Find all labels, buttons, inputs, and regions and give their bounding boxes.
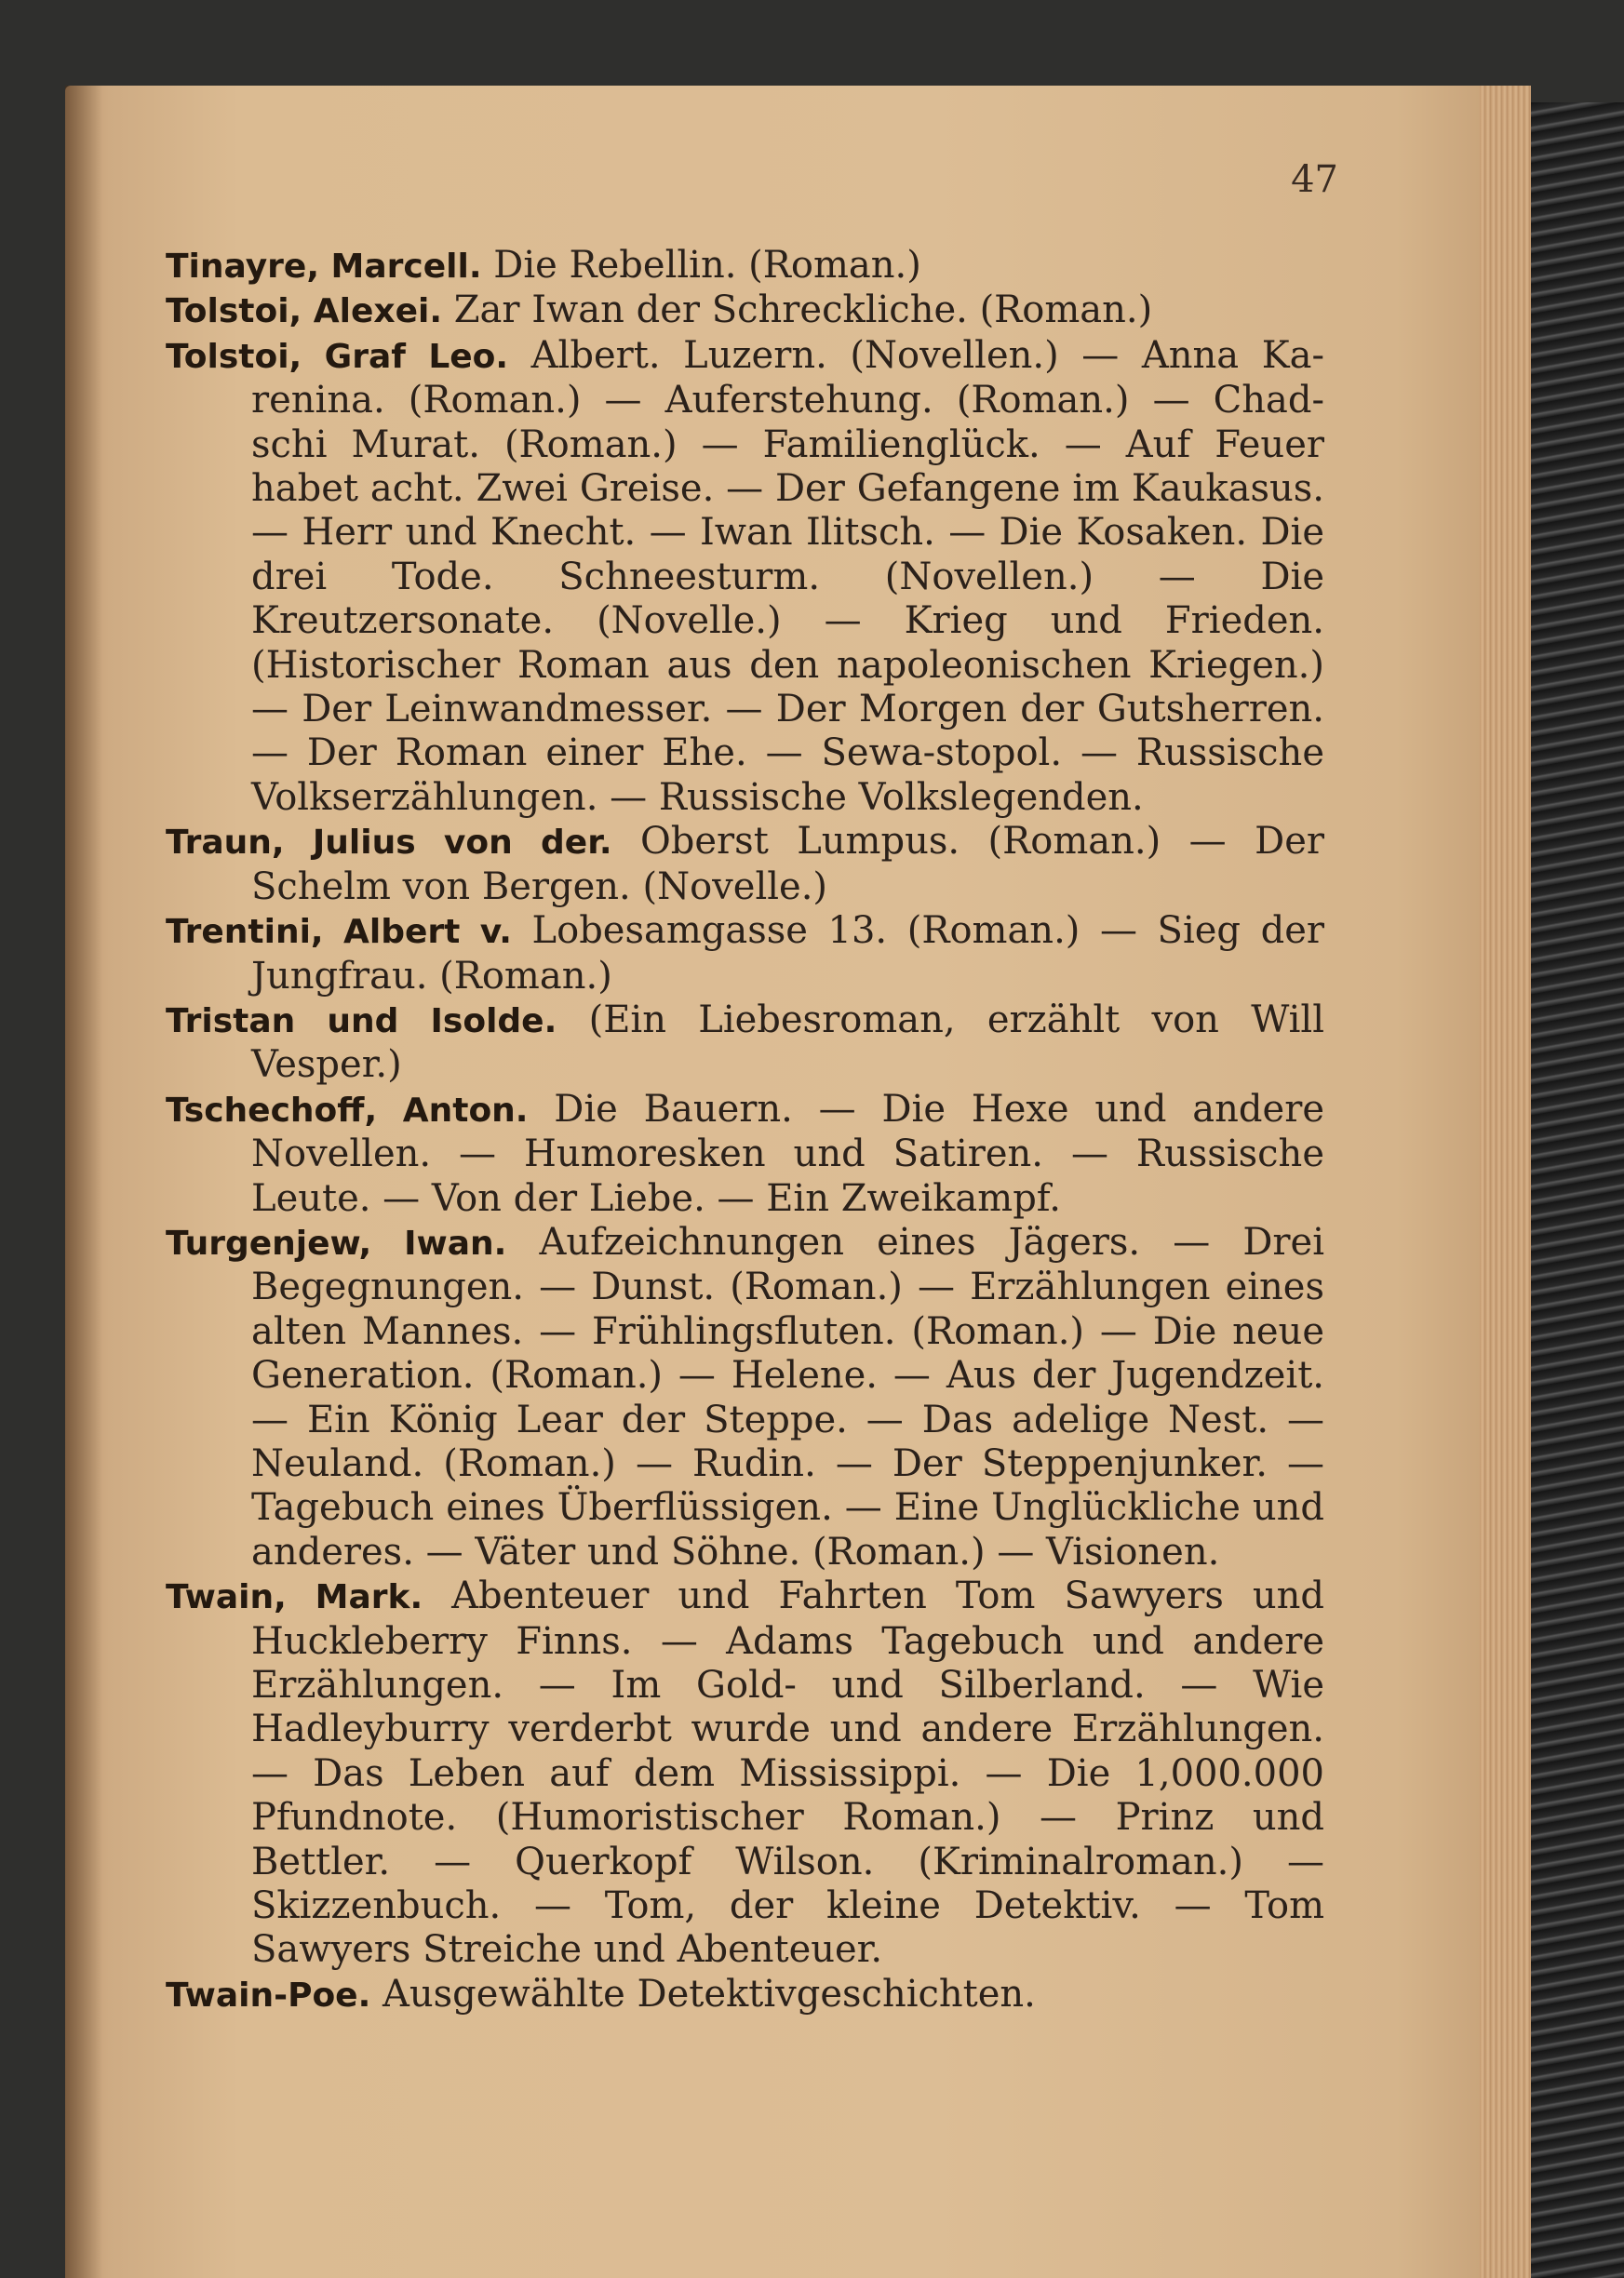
gutter-shadow — [65, 86, 102, 2278]
works-list: Lobesamgasse 13. (Roman.) — Sieg der Jungfrau. (Roman.) — [251, 909, 1325, 998]
catalog-entry — [166, 909, 1324, 998]
works-list: Die Rebellin. (Roman.) — [493, 244, 921, 287]
works-list: Oberst Lumpus. (Roman.) — Der Schelm von Bergen. (Novelle.) — [251, 820, 1324, 908]
works-list: Die Bauern. — Die Hexe und andere Novellen. — Humoresken und Satiren. — Russische Leute. — Von der Liebe. — Ein Zweikampf. — [251, 1087, 1324, 1220]
author-name: Tristan und Isolde. — [166, 1001, 557, 1040]
catalog-entry — [166, 1088, 1324, 1221]
catalog-entry — [166, 288, 1324, 333]
catalog-entry — [166, 998, 1324, 1088]
catalog-entry — [166, 244, 1324, 288]
author-name: Tinayre, Marcell. — [166, 248, 482, 286]
author-name: Tschechoff, Anton. — [166, 1091, 529, 1130]
page-edges — [1480, 86, 1531, 2278]
catalog-entry — [166, 334, 1324, 820]
author-name: Traun, Julius von der. — [166, 824, 612, 863]
works-list: Zar Iwan der Schreckliche. (Roman.) — [453, 288, 1153, 332]
works-list: Abenteuer und Fahrten Tom Sawyers und Huckleberry Finns. — Adams Tagebuch und andere Erzählungen. — Im Gold- und Silberland. — Wie Hadleyburry verderbt wurde und andere Erzählungen. — Das Leben auf dem Mississippi. — Die 1,000.000 Pfundnote. (Humoristischer Roman.) — Prinz und Bettler. — Querkopf Wilson. (Kriminalroman.) — Skizzenbuch. — Tom, der kleine Detektiv. — Tom Sawyers Streiche und Abenteuer. — [251, 1574, 1325, 1972]
author-name: Twain, Mark. — [166, 1578, 423, 1617]
catalog-entry — [166, 1574, 1324, 1973]
catalog-entry-list — [166, 244, 1324, 2017]
catalog-entry — [166, 1973, 1324, 2017]
works-list: Aufzeichnungen eines Jägers. — Drei Begegnungen. — Dunst. (Roman.) — Erzählungen eines alten Mannes. — Frühlingsfluten. (Roman.) — Die neue Generation. (Roman.) — Helene. — Aus der Jugendzeit. — Ein König Lear der Steppe. — Das adelige Nest. — Neuland. (Roman.) — Rudin. — Der Steppenjunker. — Tagebuch eines Überflüssigen. — Eine Unglückliche und anderes. — Väter und Söhne. (Roman.) — Visionen. — [251, 1220, 1325, 1574]
catalog-entry — [166, 1221, 1324, 1574]
book-binding — [1531, 102, 1624, 2278]
author-name: Trentini, Albert v. — [166, 913, 512, 952]
catalog-entry — [166, 820, 1324, 909]
works-list: (Ein Liebesroman, erzählt von Will Vesper.) — [251, 998, 1325, 1087]
works-list: Albert. Luzern. (Novellen.) — Anna Ka-renina. (Roman.) — Auferstehung. (Roman.) — Chad-schi Murat. (Roman.) — Familienglück. — Auf Feuer habet acht. Zwei Greise. — Der Gefangene im Kaukasus. — Herr und Knecht. — Iwan Ilitsch. — Die Kosaken. Die drei Tode. Schneesturm. (Novellen.) — Die Kreutzersonate. (Novelle.) — Krieg und Frieden. (Historischer Roman aus den napoleonischen Kriegen.) — Der Leinwandmesser. — Der Morgen der Gutsherren. — Der Roman einer Ehe. — Sewa-stopol. — Russische Volkserzählungen. — Russische Volkslegenden. — [251, 333, 1324, 819]
author-name: Twain-Poe. — [166, 1976, 371, 2015]
author-name: Tolstoi, Graf Leo. — [166, 337, 509, 376]
author-name: Tolstoi, Alexei. — [166, 292, 443, 331]
works-list: Ausgewählte Detektivgeschichten. — [383, 1972, 1036, 2016]
page-number: 47 — [1291, 158, 1338, 201]
author-name: Turgenjew, Iwan. — [166, 1224, 507, 1263]
